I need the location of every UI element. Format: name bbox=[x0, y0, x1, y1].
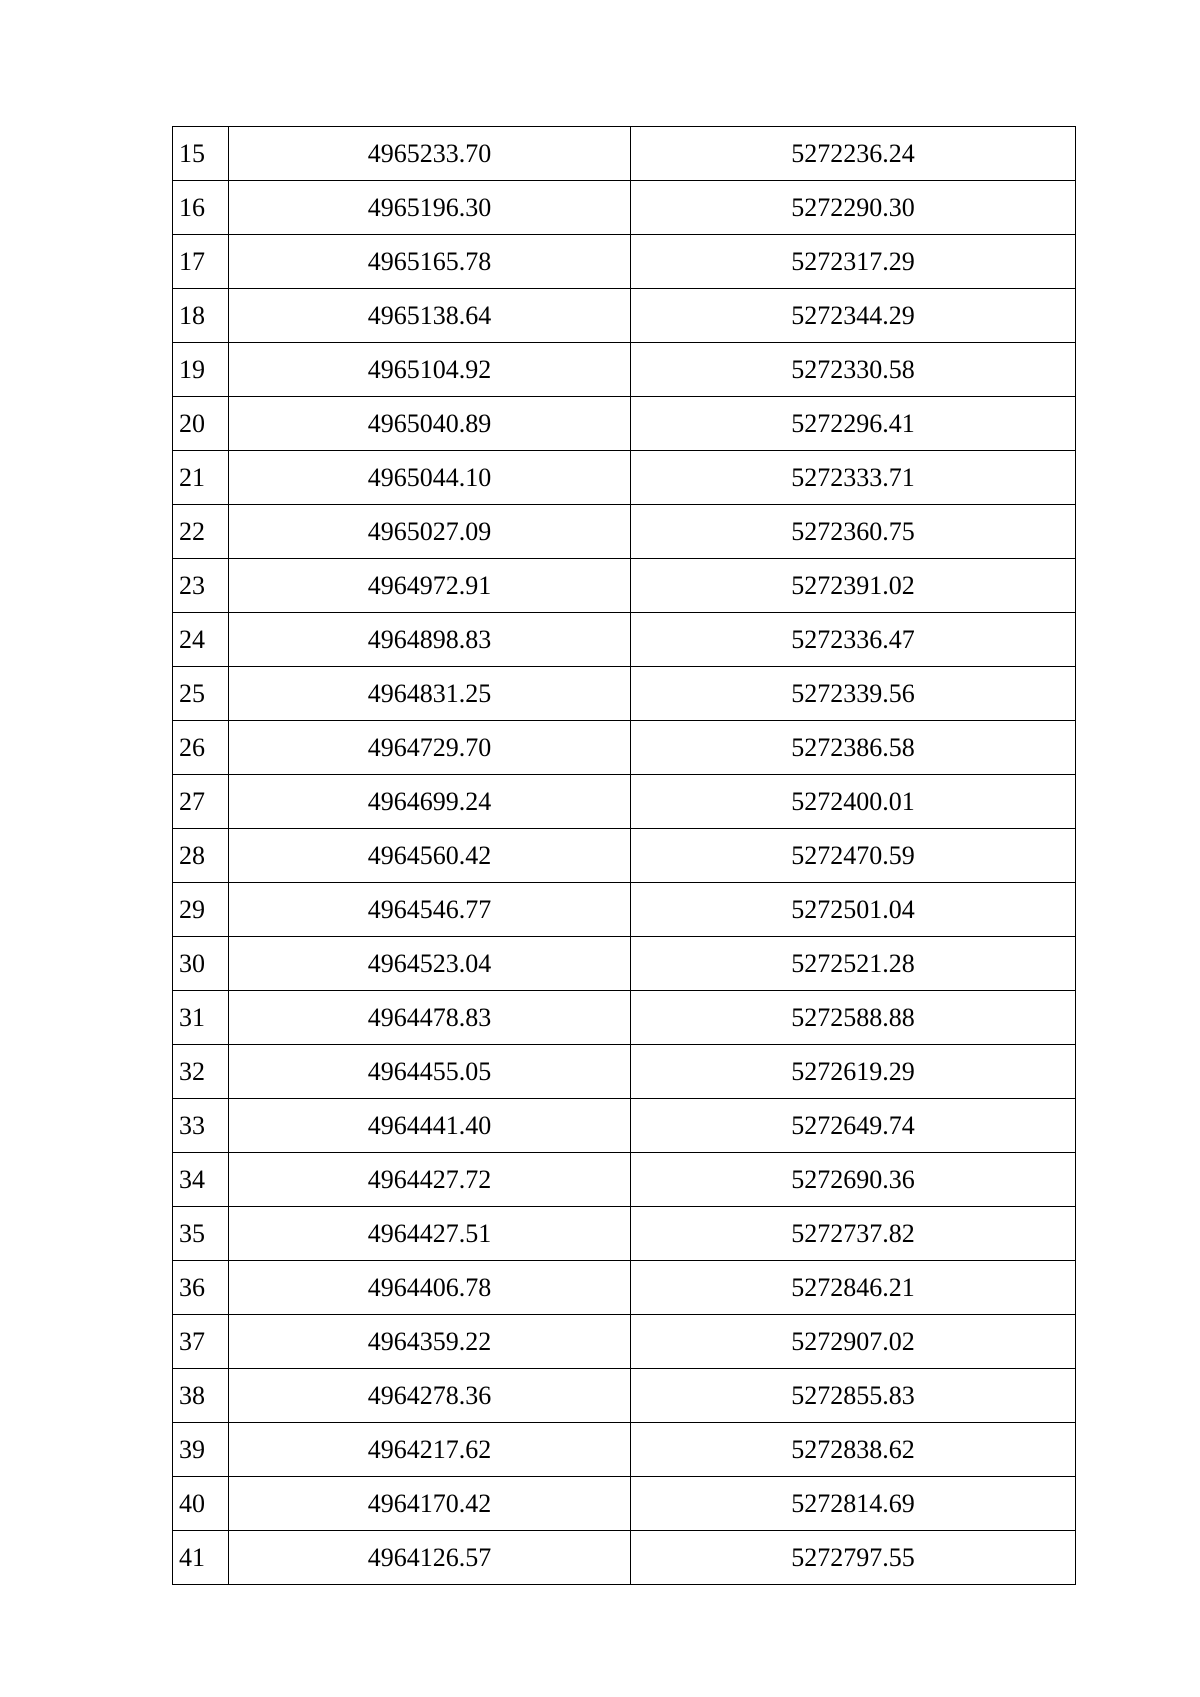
y-coordinate-cell: 5272344.29 bbox=[631, 289, 1076, 343]
point-number-cell: 40 bbox=[173, 1477, 229, 1531]
y-coordinate-cell: 5272333.71 bbox=[631, 451, 1076, 505]
y-coordinate-cell: 5272588.88 bbox=[631, 991, 1076, 1045]
y-coordinate-cell: 5272690.36 bbox=[631, 1153, 1076, 1207]
point-number-cell: 17 bbox=[173, 235, 229, 289]
x-coordinate-cell: 4964278.36 bbox=[229, 1369, 631, 1423]
y-coordinate-cell: 5272470.59 bbox=[631, 829, 1076, 883]
point-number-cell: 15 bbox=[173, 127, 229, 181]
x-coordinate-cell: 4964972.91 bbox=[229, 559, 631, 613]
table-row bbox=[173, 1477, 1076, 1531]
x-coordinate-cell: 4964455.05 bbox=[229, 1045, 631, 1099]
point-number-cell: 32 bbox=[173, 1045, 229, 1099]
y-coordinate-cell: 5272846.21 bbox=[631, 1261, 1076, 1315]
table-row bbox=[173, 667, 1076, 721]
x-coordinate-cell: 4964560.42 bbox=[229, 829, 631, 883]
y-coordinate-cell: 5272339.56 bbox=[631, 667, 1076, 721]
table-row bbox=[173, 829, 1076, 883]
x-coordinate-cell: 4965233.70 bbox=[229, 127, 631, 181]
coordinates-table bbox=[172, 126, 1076, 1585]
x-coordinate-cell: 4965027.09 bbox=[229, 505, 631, 559]
x-coordinate-cell: 4964359.22 bbox=[229, 1315, 631, 1369]
y-coordinate-cell: 5272521.28 bbox=[631, 937, 1076, 991]
table-row bbox=[173, 991, 1076, 1045]
y-coordinate-cell: 5272649.74 bbox=[631, 1099, 1076, 1153]
point-number-cell: 27 bbox=[173, 775, 229, 829]
y-coordinate-cell: 5272797.55 bbox=[631, 1531, 1076, 1585]
x-coordinate-cell: 4964170.42 bbox=[229, 1477, 631, 1531]
y-coordinate-cell: 5272619.29 bbox=[631, 1045, 1076, 1099]
x-coordinate-cell: 4964427.51 bbox=[229, 1207, 631, 1261]
x-coordinate-cell: 4965196.30 bbox=[229, 181, 631, 235]
x-coordinate-cell: 4964699.24 bbox=[229, 775, 631, 829]
table-row bbox=[173, 559, 1076, 613]
table-row bbox=[173, 883, 1076, 937]
table-row bbox=[173, 721, 1076, 775]
y-coordinate-cell: 5272907.02 bbox=[631, 1315, 1076, 1369]
table-row bbox=[173, 1153, 1076, 1207]
x-coordinate-cell: 4964898.83 bbox=[229, 613, 631, 667]
point-number-cell: 38 bbox=[173, 1369, 229, 1423]
table-row bbox=[173, 289, 1076, 343]
table-row bbox=[173, 1531, 1076, 1585]
x-coordinate-cell: 4964427.72 bbox=[229, 1153, 631, 1207]
point-number-cell: 29 bbox=[173, 883, 229, 937]
y-coordinate-cell: 5272838.62 bbox=[631, 1423, 1076, 1477]
y-coordinate-cell: 5272290.30 bbox=[631, 181, 1076, 235]
coordinates-table-body bbox=[173, 127, 1076, 1585]
table-row bbox=[173, 451, 1076, 505]
table-row bbox=[173, 1261, 1076, 1315]
point-number-cell: 20 bbox=[173, 397, 229, 451]
y-coordinate-cell: 5272400.01 bbox=[631, 775, 1076, 829]
point-number-cell: 22 bbox=[173, 505, 229, 559]
x-coordinate-cell: 4965138.64 bbox=[229, 289, 631, 343]
x-coordinate-cell: 4964217.62 bbox=[229, 1423, 631, 1477]
table-row bbox=[173, 181, 1076, 235]
point-number-cell: 35 bbox=[173, 1207, 229, 1261]
point-number-cell: 23 bbox=[173, 559, 229, 613]
point-number-cell: 28 bbox=[173, 829, 229, 883]
y-coordinate-cell: 5272814.69 bbox=[631, 1477, 1076, 1531]
table-row bbox=[173, 1207, 1076, 1261]
y-coordinate-cell: 5272386.58 bbox=[631, 721, 1076, 775]
table-row bbox=[173, 235, 1076, 289]
table-row bbox=[173, 127, 1076, 181]
table-row bbox=[173, 937, 1076, 991]
point-number-cell: 21 bbox=[173, 451, 229, 505]
table-row bbox=[173, 775, 1076, 829]
x-coordinate-cell: 4965165.78 bbox=[229, 235, 631, 289]
x-coordinate-cell: 4964546.77 bbox=[229, 883, 631, 937]
table-row bbox=[173, 1099, 1076, 1153]
point-number-cell: 16 bbox=[173, 181, 229, 235]
y-coordinate-cell: 5272737.82 bbox=[631, 1207, 1076, 1261]
point-number-cell: 26 bbox=[173, 721, 229, 775]
point-number-cell: 33 bbox=[173, 1099, 229, 1153]
x-coordinate-cell: 4964126.57 bbox=[229, 1531, 631, 1585]
y-coordinate-cell: 5272855.83 bbox=[631, 1369, 1076, 1423]
point-number-cell: 19 bbox=[173, 343, 229, 397]
point-number-cell: 37 bbox=[173, 1315, 229, 1369]
point-number-cell: 25 bbox=[173, 667, 229, 721]
x-coordinate-cell: 4965040.89 bbox=[229, 397, 631, 451]
point-number-cell: 31 bbox=[173, 991, 229, 1045]
table-row bbox=[173, 1423, 1076, 1477]
x-coordinate-cell: 4965104.92 bbox=[229, 343, 631, 397]
y-coordinate-cell: 5272391.02 bbox=[631, 559, 1076, 613]
y-coordinate-cell: 5272330.58 bbox=[631, 343, 1076, 397]
point-number-cell: 36 bbox=[173, 1261, 229, 1315]
y-coordinate-cell: 5272501.04 bbox=[631, 883, 1076, 937]
x-coordinate-cell: 4964523.04 bbox=[229, 937, 631, 991]
x-coordinate-cell: 4964441.40 bbox=[229, 1099, 631, 1153]
y-coordinate-cell: 5272336.47 bbox=[631, 613, 1076, 667]
table-row bbox=[173, 1045, 1076, 1099]
x-coordinate-cell: 4964831.25 bbox=[229, 667, 631, 721]
point-number-cell: 39 bbox=[173, 1423, 229, 1477]
table-row bbox=[173, 343, 1076, 397]
x-coordinate-cell: 4964478.83 bbox=[229, 991, 631, 1045]
y-coordinate-cell: 5272236.24 bbox=[631, 127, 1076, 181]
table-row bbox=[173, 613, 1076, 667]
point-number-cell: 18 bbox=[173, 289, 229, 343]
y-coordinate-cell: 5272360.75 bbox=[631, 505, 1076, 559]
y-coordinate-cell: 5272296.41 bbox=[631, 397, 1076, 451]
table-row bbox=[173, 505, 1076, 559]
x-coordinate-cell: 4964406.78 bbox=[229, 1261, 631, 1315]
x-coordinate-cell: 4965044.10 bbox=[229, 451, 631, 505]
point-number-cell: 30 bbox=[173, 937, 229, 991]
point-number-cell: 41 bbox=[173, 1531, 229, 1585]
point-number-cell: 34 bbox=[173, 1153, 229, 1207]
y-coordinate-cell: 5272317.29 bbox=[631, 235, 1076, 289]
x-coordinate-cell: 4964729.70 bbox=[229, 721, 631, 775]
table-row bbox=[173, 1369, 1076, 1423]
table-row bbox=[173, 1315, 1076, 1369]
table-row bbox=[173, 397, 1076, 451]
point-number-cell: 24 bbox=[173, 613, 229, 667]
